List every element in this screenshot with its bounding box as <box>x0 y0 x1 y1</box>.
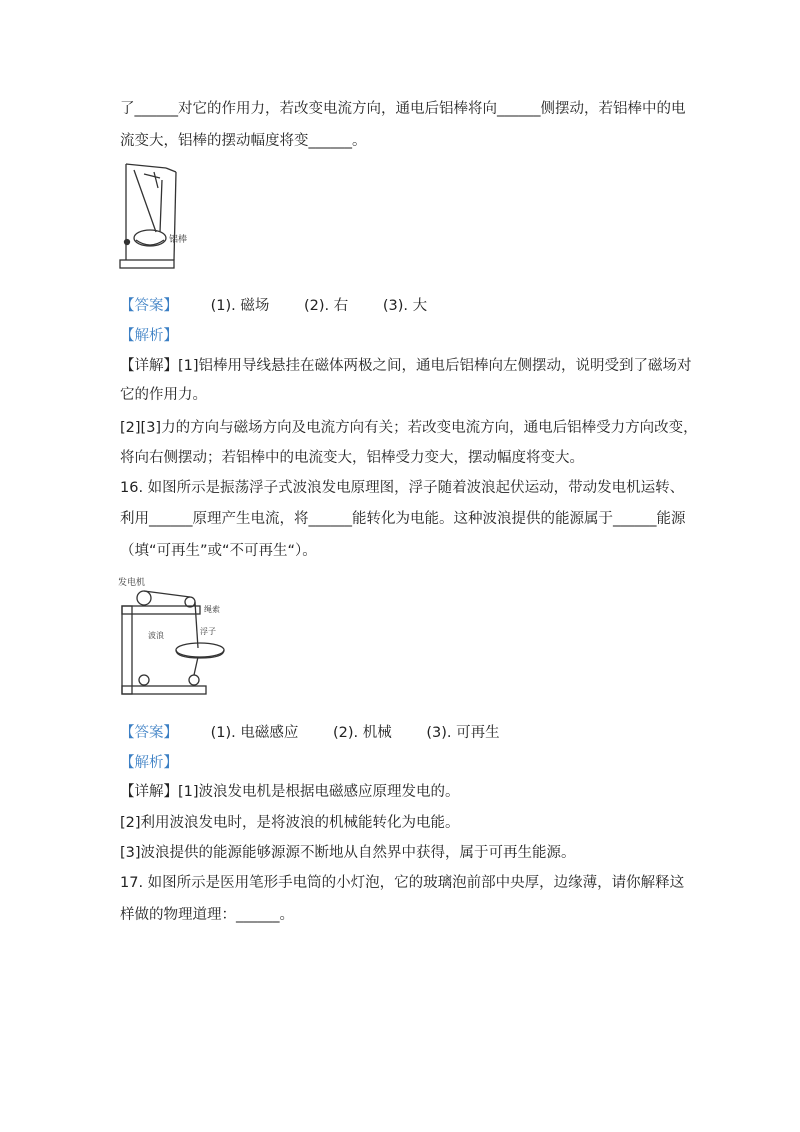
q15-detail-line1: 【详解】[1]铝棒用导线悬挂在磁体两极之间，通电后铝棒向左侧摆动，说明受到了磁场对 <box>120 358 692 374</box>
q15-answer-3: (3). 大 <box>382 298 428 314</box>
figure-label-wave: 波浪 <box>148 631 164 640</box>
q16-text-line3: （填“可再生”或“不可再生“）。 <box>120 543 317 559</box>
analysis-tag: 【解析】 <box>120 755 178 771</box>
q15-answer-1: (1). 磁场 <box>210 298 270 314</box>
answer-tag: 【答案】 <box>120 298 178 314</box>
q16-detail-line3: [3]波浪提供的能源能够源源不断地从自然界中获得，属于可再生能源。 <box>120 845 576 861</box>
q15-text-line1: 了______对它的作用力，若改变电流方向，通电后铝棒将向______侧摆动，若铝棒中的电 <box>120 101 686 117</box>
aluminum-rod-figure <box>118 160 188 275</box>
q16-answer-1: (1). 电磁感应 <box>210 725 299 741</box>
q17-text-line2: 样做的物理道理：______。 <box>120 907 294 923</box>
answer-tag: 【答案】 <box>120 725 178 741</box>
q16-text-line2: 利用______原理产生电流，将______能转化为电能。这种波浪提供的能源属于______能源 <box>120 511 686 527</box>
q16-detail-line1: 【详解】[1]波浪发电机是根据电磁感应原理发电的。 <box>120 784 460 800</box>
q15-detail-line2: 它的作用力。 <box>120 387 207 403</box>
q16-answer-row <box>120 723 500 743</box>
q15-detail-line3: [2][3]力的方向与磁场方向及电流方向有关；若改变电流方向，通电后铝棒受力方向改变， <box>120 420 698 436</box>
q16-detail-line2: [2]利用波浪发电时，是将波浪的机械能转化为电能。 <box>120 815 460 831</box>
q16-answer-3: (3). 可再生 <box>426 725 500 741</box>
figure-label-generator: 发电机 <box>118 578 146 588</box>
figure-label-cable: 绳索 <box>204 605 220 614</box>
figure-label-aluminum-rod: 铝棒 <box>169 235 188 245</box>
wave-generator-figure <box>116 574 226 706</box>
q15-answer-row <box>120 296 427 316</box>
q16-answer-2: (2). 机械 <box>332 725 392 741</box>
figure-label-float: 浮子 <box>200 627 216 636</box>
q15-text-line2: 流变大，铝棒的摆动幅度将变______。 <box>120 133 367 149</box>
q17-text-line1: 17. 如图所示是医用笔形手电筒的小灯泡，它的玻璃泡前部中央厚，边缘薄，请你解释这 <box>120 875 685 891</box>
q15-answer-2: (2). 右 <box>303 298 349 314</box>
analysis-tag: 【解析】 <box>120 328 178 344</box>
q15-detail-line4: 将向右侧摆动；若铝棒中的电流变大，铝棒受力变大，摆动幅度将变大。 <box>120 450 584 466</box>
q16-text-line1: 16. 如图所示是振荡浮子式波浪发电原理图，浮子随着波浪起伏运动，带动发电机运转、 <box>120 480 685 496</box>
